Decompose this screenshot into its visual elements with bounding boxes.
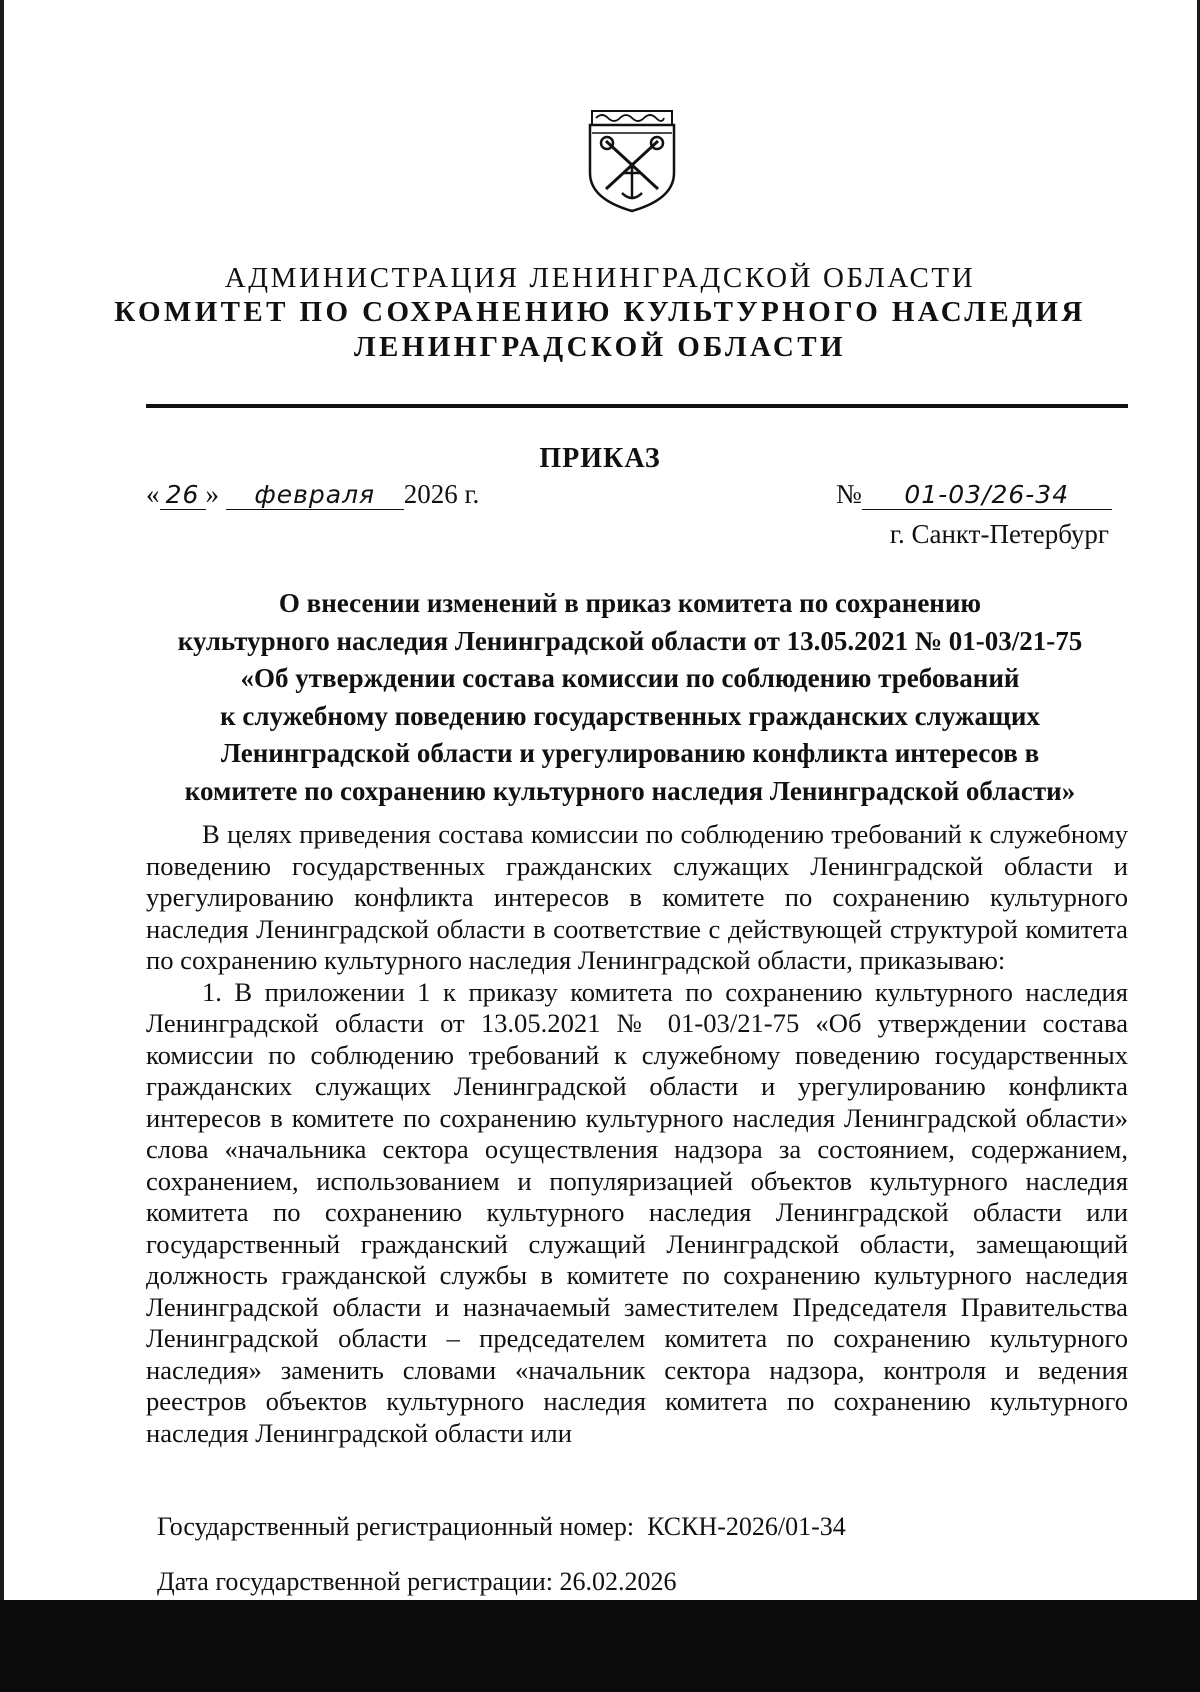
subject-line: комитете по сохранению культурного наследия Ленинградской области» — [184, 775, 1076, 806]
date-month: февраля — [226, 481, 404, 510]
date-day: 26 — [160, 481, 206, 510]
number-label: № — [836, 479, 862, 509]
subject-line: культурного наследия Ленинградской области от 13.05.2021 № 01-03/21-75 — [177, 625, 1083, 656]
order-title: ПРИКАЗ — [539, 443, 661, 474]
number-value: 01-03/26-34 — [862, 481, 1112, 510]
committee-title: КОМИТЕТ ПО СОХРАНЕНИЮ КУЛЬТУРНОГО НАСЛЕДИЯ — [114, 296, 1086, 328]
scan-left-edge — [0, 0, 4, 1600]
registration-number-label: Государственный регистрационный номер: — [157, 1512, 635, 1541]
subject-line: к служебному поведению государственных гражданских служащих — [220, 700, 1040, 731]
registration-number — [157, 1512, 846, 1542]
preamble-paragraph: В целях приведения состава комиссии по соблюдению требований к служебному поведению государственных гражданских служащих Ленинградской области и урегулированию конфликта интересов в комитете по сохранению культурного наследия Ленинградской области в соответствие с действующей структурой комитета по сохранению культурного наследия Ленинградской области, приказываю: — [146, 819, 1128, 975]
order-body — [146, 819, 1128, 1449]
date-open-quote: « — [146, 479, 160, 509]
subject-line: Ленинградской области и урегулированию конфликта интересов в — [220, 738, 1040, 768]
subject-line: О внесении изменений в приказ комитета по сохранению — [278, 588, 982, 618]
item-1-paragraph: 1. В приложении 1 к приказу комитета по сохранению культурного наследия Ленинградской области от 13.05.2021 № 01-03/21-75 «Об утверждении состава комиссии по соблюдению требований к служебному поведению государственных гражданских служащих Ленинградской области и урегулированию конфликта интересов в комитете по сохранению культурного наследия Ленинградской области» слова «начальника сектора осуществления надзора за состоянием, содержанием, сохранением, использованием и популяризацией объектов культурного наследия комитета по сохранению культурного наследия Ленинградской области или государственный гражданский служащий Ленинградской области, замещающий должность гражданской службы в комитете по сохранению культурного наследия Ленинградской области и назначаемый заместителем Председателя Правительства Ленинградской области – председателем комитета по сохранению культурного наследия» заменить словами «начальник сектора надзора, контроля и ведения реестров объектов культурного наследия комитета по сохранению культурного наследия Ленинградской области или — [146, 976, 1128, 1448]
region-title: ЛЕНИНГРАДСКОЙ ОБЛАСТИ — [354, 331, 846, 363]
registration-number-value: КСКН-2026/01-34 — [647, 1512, 846, 1541]
order-city: г. Санкт-Петербург — [889, 519, 1109, 549]
scan-bottom-edge — [0, 1600, 1200, 1692]
order-date — [146, 479, 479, 510]
date-close-quote: » — [205, 479, 219, 509]
subject-line: «Об утверждении состава комиссии по соблюдению требований — [240, 663, 1020, 693]
order-number — [836, 479, 1112, 510]
registration-date-value: 26.02.2026 — [559, 1567, 677, 1596]
registration-date — [157, 1567, 676, 1597]
order-subject — [130, 585, 1130, 810]
coat-of-arms-emblem — [586, 107, 678, 215]
header-divider — [146, 404, 1128, 408]
administration-title: АДМИНИСТРАЦИЯ ЛЕНИНГРАДСКОЙ ОБЛАСТИ — [224, 262, 976, 294]
registration-date-label: Дата государственной регистрации: — [157, 1567, 553, 1596]
date-year: 2026 г. — [403, 479, 480, 509]
